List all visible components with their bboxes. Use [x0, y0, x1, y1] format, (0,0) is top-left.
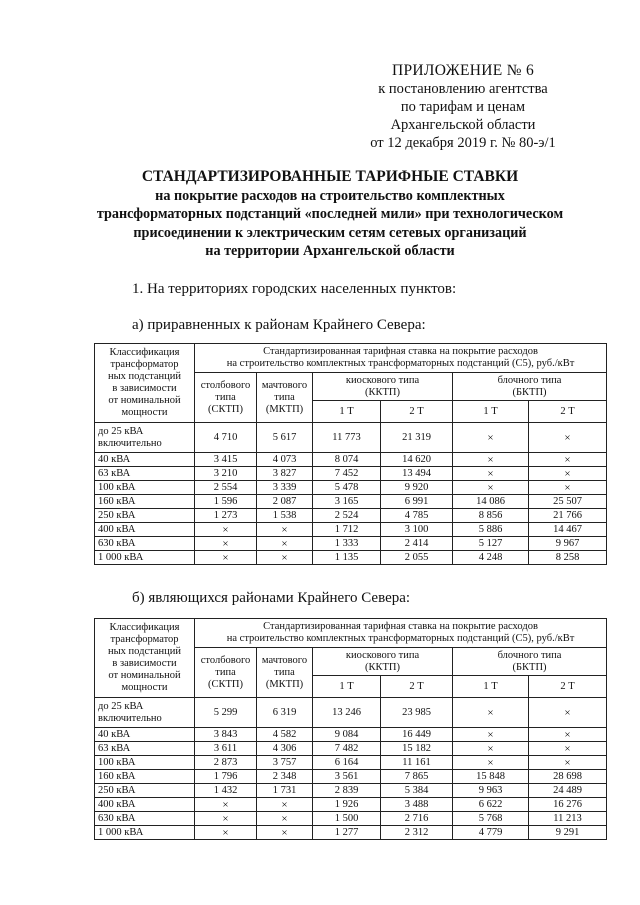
rate-cell: 21 319 — [381, 423, 453, 453]
table-row — [95, 467, 607, 481]
section-1-heading: 1. На территориях городских населенных пунктов: — [132, 281, 457, 297]
capacity-label: 40 кВА — [98, 728, 131, 740]
kiosk-type-header-line: (ККТП) — [365, 386, 400, 398]
rate-cell: × — [529, 423, 607, 453]
rate-cell: 5 299 — [195, 698, 257, 728]
table-row — [95, 551, 607, 565]
capacity-label: 400 кВА — [98, 523, 136, 535]
capacity-cell — [95, 798, 195, 812]
rate-cell: 7 865 — [381, 770, 453, 784]
table-row — [95, 453, 607, 467]
rate-cell: 9 920 — [381, 481, 453, 495]
rate-cell: 1 500 — [313, 812, 381, 826]
pole-type-header-line: типа (СКТП) — [208, 391, 243, 415]
rate-cell: 13 246 — [313, 698, 381, 728]
table-row — [95, 770, 607, 784]
capacity-cell — [95, 523, 195, 537]
mast-type-header-line: (МКТП) — [265, 403, 304, 415]
kiosk-2t-header: 2 Т — [381, 676, 453, 698]
capacity-cell — [95, 756, 195, 770]
kiosk-type-header-line: киоскового типа — [345, 374, 420, 386]
table-row — [95, 509, 607, 523]
rate-cell: 23 985 — [381, 698, 453, 728]
classification-header-line: в зависимости — [112, 658, 177, 669]
rate-cell: × — [529, 756, 607, 770]
kiosk-type-header-line: (ККТП) — [365, 661, 400, 673]
rate-cell: × — [529, 453, 607, 467]
block-type-header-line: (БКТП) — [512, 386, 547, 398]
appendix-block — [348, 62, 578, 152]
rate-cell: 15 848 — [453, 770, 529, 784]
capacity-cell — [95, 423, 195, 453]
rate-cell: × — [453, 423, 529, 453]
appendix-line-4: от 12 декабря 2019 г. № 80-э/1 — [370, 135, 556, 151]
appendix-line-1: к постановлению агентства — [378, 81, 548, 97]
rate-header-line-1: Стандартизированная тарифная ставка на покрытие расходов — [263, 621, 538, 632]
capacity-cell — [95, 812, 195, 826]
rate-cell: 1 135 — [313, 551, 381, 565]
pole-type-header — [195, 373, 257, 423]
table-row — [95, 728, 607, 742]
capacity-cell — [95, 826, 195, 840]
tariff-table-a — [94, 343, 607, 565]
capacity-label: 63 кВА — [98, 467, 131, 479]
table-row — [95, 523, 607, 537]
rate-cell: 2 554 — [195, 481, 257, 495]
rate-cell: 3 210 — [195, 467, 257, 481]
capacity-cell — [95, 698, 195, 728]
rate-cell: × — [195, 812, 257, 826]
rate-cell: × — [195, 523, 257, 537]
block-type-header-line: (БКТП) — [512, 661, 547, 673]
capacity-cell — [95, 742, 195, 756]
pole-type-header-line: типа (СКТП) — [208, 666, 243, 690]
block-2t-header: 2 Т — [529, 401, 607, 423]
rate-cell: 2 873 — [195, 756, 257, 770]
rate-cell: 9 963 — [453, 784, 529, 798]
rate-cell: 14 620 — [381, 453, 453, 467]
rate-cell: 2 524 — [313, 509, 381, 523]
rate-cell: 6 991 — [381, 495, 453, 509]
rate-cell: × — [257, 798, 313, 812]
rate-cell: 2 312 — [381, 826, 453, 840]
rate-cell: 5 768 — [453, 812, 529, 826]
rate-cell: 3 488 — [381, 798, 453, 812]
rate-cell: 3 757 — [257, 756, 313, 770]
rate-cell: 2 716 — [381, 812, 453, 826]
rate-cell: × — [453, 481, 529, 495]
block-type-header — [453, 373, 607, 401]
mast-type-header-line: типа — [274, 666, 295, 678]
rate-cell: 7 452 — [313, 467, 381, 481]
rate-cell: 8 074 — [313, 453, 381, 467]
rate-cell: 9 967 — [529, 537, 607, 551]
rate-header-line-1: Стандартизированная тарифная ставка на покрытие расходов — [263, 346, 538, 357]
kiosk-type-header-line: киоскового типа — [345, 649, 420, 661]
classification-header — [95, 344, 195, 423]
classification-header-line: мощности — [121, 682, 168, 693]
rate-cell: 2 348 — [257, 770, 313, 784]
rate-cell: 5 384 — [381, 784, 453, 798]
block-type-header — [453, 648, 607, 676]
capacity-label: до 25 кВА — [98, 700, 144, 712]
rate-cell: 3 415 — [195, 453, 257, 467]
capacity-cell — [95, 728, 195, 742]
rate-cell: 6 164 — [313, 756, 381, 770]
rate-cell: 1 277 — [313, 826, 381, 840]
rate-cell: 1 926 — [313, 798, 381, 812]
rate-cell: × — [257, 537, 313, 551]
appendix-line-3: Архангельской области — [390, 117, 536, 133]
rate-cell: 1 796 — [195, 770, 257, 784]
rate-cell: 21 766 — [529, 509, 607, 523]
rate-cell: 1 432 — [195, 784, 257, 798]
kiosk-1t-header: 1 Т — [313, 401, 381, 423]
capacity-cell — [95, 481, 195, 495]
table-row — [95, 698, 607, 728]
classification-header-line: трансформатор — [110, 359, 179, 370]
classification-header-line: в зависимости — [112, 383, 177, 394]
subsection-b-heading: б) являющихся районами Крайнего Севера: — [132, 590, 411, 606]
kiosk-2t-header: 2 Т — [381, 401, 453, 423]
classification-header-line: мощности — [121, 407, 168, 418]
rate-cell: × — [195, 798, 257, 812]
rate-cell: × — [257, 812, 313, 826]
rate-cell: × — [195, 826, 257, 840]
rate-cell: 25 507 — [529, 495, 607, 509]
rate-header-line-2: на строительство комплектных трансформаторных подстанций (С5), руб./кВт — [226, 633, 575, 644]
rate-cell: 4 248 — [453, 551, 529, 565]
capacity-cell — [95, 467, 195, 481]
rate-cell: 3 611 — [195, 742, 257, 756]
table-row — [95, 798, 607, 812]
table-row — [95, 537, 607, 551]
rate-cell: 2 055 — [381, 551, 453, 565]
rate-cell: 4 306 — [257, 742, 313, 756]
rate-cell: 16 276 — [529, 798, 607, 812]
appendix-number: ПРИЛОЖЕНИЕ № 6 — [391, 62, 535, 79]
capacity-label: 160 кВА — [98, 495, 136, 507]
capacity-label: 63 кВА — [98, 742, 131, 754]
classification-header-line: от номинальной — [108, 395, 181, 406]
capacity-cell — [95, 770, 195, 784]
block-1t-header: 1 Т — [453, 676, 529, 698]
table-row — [95, 756, 607, 770]
block-1t-header: 1 Т — [453, 401, 529, 423]
kiosk-type-header — [313, 648, 453, 676]
rate-cell: 1 273 — [195, 509, 257, 523]
rate-cell: × — [453, 756, 529, 770]
capacity-cell — [95, 551, 195, 565]
subsection-a-heading: а) приравненных к районам Крайнего Севера: — [132, 317, 426, 333]
classification-header-line: Классификация — [109, 347, 180, 358]
table-row — [95, 495, 607, 509]
rate-cell: 14 086 — [453, 495, 529, 509]
rate-cell: × — [195, 537, 257, 551]
title-line-1: СТАНДАРТИЗИРОВАННЫЕ ТАРИФНЫЕ СТАВКИ — [141, 168, 519, 185]
rate-cell: 4 779 — [453, 826, 529, 840]
rate-cell: 5 617 — [257, 423, 313, 453]
capacity-label: 100 кВА — [98, 756, 136, 768]
document-title — [60, 168, 600, 261]
capacity-label: 160 кВА — [98, 770, 136, 782]
rate-cell: 28 698 — [529, 770, 607, 784]
rate-cell: 3 843 — [195, 728, 257, 742]
rate-cell: × — [529, 742, 607, 756]
rate-cell: 2 414 — [381, 537, 453, 551]
rate-cell: 9 084 — [313, 728, 381, 742]
capacity-label: 1 000 кВА — [98, 551, 144, 563]
capacity-cell — [95, 509, 195, 523]
block-type-header-line: блочного типа — [497, 649, 562, 661]
classification-header-line: Классификация — [109, 622, 180, 633]
rate-cell: 1 731 — [257, 784, 313, 798]
rate-cell: × — [529, 698, 607, 728]
rate-cell: × — [257, 523, 313, 537]
rate-cell: 8 856 — [453, 509, 529, 523]
capacity-label: 250 кВА — [98, 509, 136, 521]
capacity-label: до 25 кВА — [98, 425, 144, 437]
block-2t-header: 2 Т — [529, 676, 607, 698]
rate-cell: 3 561 — [313, 770, 381, 784]
capacity-cell — [95, 495, 195, 509]
rate-header-line-2: на строительство комплектных трансформаторных подстанций (С5), руб./кВт — [226, 358, 575, 369]
rate-cell: 1 712 — [313, 523, 381, 537]
rate-cell: × — [453, 467, 529, 481]
table-row — [95, 826, 607, 840]
title-line-5: на территории Архангельской области — [205, 243, 455, 259]
table-row — [95, 784, 607, 798]
rate-cell: 13 494 — [381, 467, 453, 481]
title-line-3: трансформаторных подстанций «последней мили» при технологическом — [96, 206, 564, 222]
classification-header-line: ных подстанций — [108, 646, 181, 657]
rate-cell: 5 886 — [453, 523, 529, 537]
rate-cell: 4 073 — [257, 453, 313, 467]
rate-cell: 2 087 — [257, 495, 313, 509]
capacity-label: 630 кВА — [98, 812, 136, 824]
rate-cell: 11 213 — [529, 812, 607, 826]
rate-cell: 14 467 — [529, 523, 607, 537]
rate-cell: × — [195, 551, 257, 565]
kiosk-1t-header: 1 Т — [313, 676, 381, 698]
table-row — [95, 423, 607, 453]
rate-cell: 3 100 — [381, 523, 453, 537]
capacity-cell — [95, 784, 195, 798]
rate-cell: 11 161 — [381, 756, 453, 770]
capacity-label: 400 кВА — [98, 798, 136, 810]
pole-type-header — [195, 648, 257, 698]
rate-cell: 3 165 — [313, 495, 381, 509]
table-row — [95, 742, 607, 756]
rate-cell: 4 710 — [195, 423, 257, 453]
appendix-line-2: по тарифам и ценам — [400, 99, 526, 115]
pole-type-header-line: столбового — [200, 379, 251, 391]
rate-cell: 7 482 — [313, 742, 381, 756]
rate-cell: × — [529, 728, 607, 742]
mast-type-header-line: (МКТП) — [265, 678, 304, 690]
classification-header — [95, 619, 195, 698]
mast-type-header-line: типа — [274, 391, 295, 403]
rate-cell: × — [257, 826, 313, 840]
capacity-label: 40 кВА — [98, 453, 131, 465]
table-row — [95, 481, 607, 495]
block-type-header-line: блочного типа — [497, 374, 562, 386]
rate-cell: × — [529, 481, 607, 495]
title-line-4: присоединении к электрическим сетям сетевых организаций — [133, 224, 527, 241]
title-line-2: на покрытие расходов на строительство комплектных — [155, 187, 505, 204]
rate-cell: × — [529, 467, 607, 481]
rate-header — [195, 344, 607, 373]
rate-cell: 1 333 — [313, 537, 381, 551]
kiosk-type-header — [313, 373, 453, 401]
rate-header — [195, 619, 607, 648]
capacity-cell — [95, 453, 195, 467]
rate-cell: 24 489 — [529, 784, 607, 798]
rate-cell: 4 785 — [381, 509, 453, 523]
rate-cell: 15 182 — [381, 742, 453, 756]
rate-cell: 6 319 — [257, 698, 313, 728]
capacity-label: включительно — [98, 437, 162, 449]
capacity-label: 630 кВА — [98, 537, 136, 549]
rate-cell: × — [257, 551, 313, 565]
tariff-table-b — [94, 618, 607, 840]
rate-cell: 11 773 — [313, 423, 381, 453]
capacity-label: 1 000 кВА — [98, 826, 144, 838]
capacity-label: включительно — [98, 712, 162, 724]
classification-header-line: ных подстанций — [108, 371, 181, 382]
rate-cell: 1 538 — [257, 509, 313, 523]
rate-cell: × — [453, 698, 529, 728]
capacity-cell — [95, 537, 195, 551]
rate-cell: 4 582 — [257, 728, 313, 742]
mast-type-header — [257, 648, 313, 698]
rate-cell: 5 478 — [313, 481, 381, 495]
mast-type-header-line: мачтового — [261, 654, 308, 666]
rate-cell: 3 339 — [257, 481, 313, 495]
rate-cell: 2 839 — [313, 784, 381, 798]
capacity-label: 250 кВА — [98, 784, 136, 796]
rate-cell: 16 449 — [381, 728, 453, 742]
rate-cell: 9 291 — [529, 826, 607, 840]
classification-header-line: от номинальной — [108, 670, 181, 681]
rate-cell: × — [453, 728, 529, 742]
mast-type-header — [257, 373, 313, 423]
rate-cell: 1 596 — [195, 495, 257, 509]
pole-type-header-line: столбового — [200, 654, 251, 666]
capacity-label: 100 кВА — [98, 481, 136, 493]
classification-header-line: трансформатор — [110, 634, 179, 645]
mast-type-header-line: мачтового — [261, 379, 308, 391]
rate-cell: × — [453, 453, 529, 467]
rate-cell: × — [453, 742, 529, 756]
rate-cell: 5 127 — [453, 537, 529, 551]
rate-cell: 8 258 — [529, 551, 607, 565]
rate-cell: 6 622 — [453, 798, 529, 812]
table-row — [95, 812, 607, 826]
rate-cell: 3 827 — [257, 467, 313, 481]
